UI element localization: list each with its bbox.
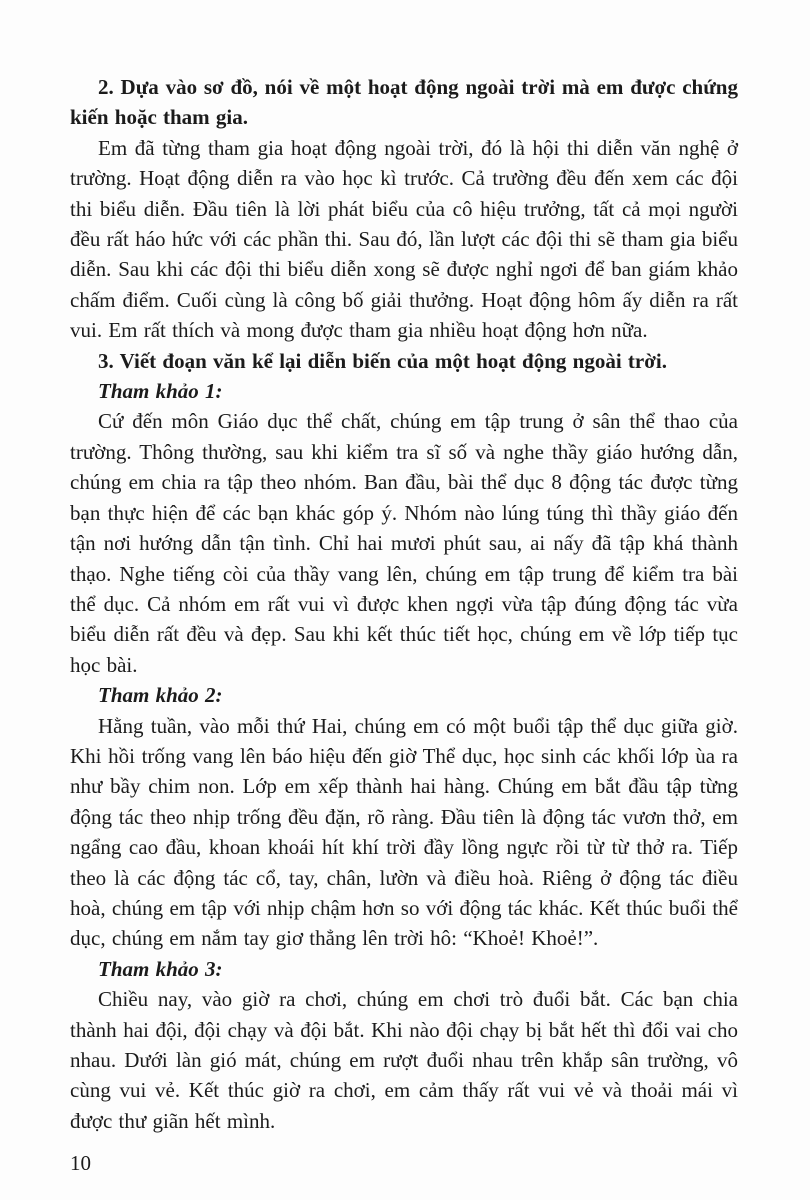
- reference-1-paragraph: Cứ đến môn Giáo dục thể chất, chúng em tập trung ở sân thể thao của trường. Thông thường, sau khi kiểm tra sĩ số và nghe thầy giáo hướng dẫn, chúng em chia ra tập theo nhóm. Ban đầu, bài thể dục 8 động tác được từng bạn thực hiện để các bạn khác góp ý. Nhóm nào lúng túng thì thầy giáo đến tận nơi hướng dẫn tận tình. Chỉ hai mươi phút sau, ai nấy đã tập khá thành thạo. Nghe tiếng còi của thầy vang lên, chúng em tập trung để kiểm tra bài thể dục. Cả nhóm em rất vui vì được khen ngợi vừa tập đúng động tác vừa biểu diễn rất đều và đẹp. Sau khi kết thúc tiết học, chúng em về lớp tiếp tục học bài.: [70, 409, 738, 677]
- reference-2-paragraph: Hằng tuần, vào mỗi thứ Hai, chúng em có một buổi tập thể dục giữa giờ. Khi hồi trống vang lên báo hiệu đến giờ Thể dục, học sinh các khối lớp ùa ra như bầy chim non. Lớp em xếp thành hai hàng. Chúng em bắt đầu tập từng động tác theo nhịp trống đều đặn, rõ ràng. Đầu tiên là động tác vươn thở, em ngẩng cao đầu, khoan khoái hít khí trời đầy lồng ngực rồi từ từ thở ra. Tiếp theo là các động tác cổ, tay, chân, lườn và điều hoà. Riêng ở động tác điều hoà, chúng em tập với nhịp chậm hơn so với động tác khác. Kết thúc buổi thể dục, chúng em nắm tay giơ thẳng lên trời hô: “Khoẻ! Khoẻ!”.: [70, 713, 738, 951]
- exercise-2-answer-paragraph: Em đã từng tham gia hoạt động ngoài trời, đó là hội thi diễn văn nghệ ở trường. Hoạt động diễn ra vào học kì trước. Cả trường đều đến xem các đội thi biểu diễn. Đầu tiên là lời phát biểu của cô hiệu trưởng, tất cả mọi người đều rất háo hức với các phần thi. Sau đó, lần lượt các đội thi sẽ tham gia biểu diễn. Sau khi các đội thi biểu diễn xong sẽ được nghỉ ngơi để ban giám khảo chấm điểm. Cuối cùng là công bố giải thưởng. Hoạt động hôm ấy diễn ra rất vui. Em rất thích và mong được tham gia nhiều hoạt động hơn nữa.: [70, 135, 738, 343]
- reference-3-heading: Tham khảo 3:: [98, 956, 223, 981]
- reference-2-heading: Tham khảo 2:: [98, 683, 223, 708]
- reference-1-heading: Tham khảo 1:: [98, 379, 223, 404]
- page-content: [70, 72, 738, 1136]
- exercise-3-heading: 3. Viết đoạn văn kể lại diễn biến của một hoạt động ngoài trời.: [98, 348, 667, 373]
- exercise-2-heading: 2. Dựa vào sơ đồ, nói về một hoạt động ngoài trời mà em được chứng kiến hoặc tham gia.: [70, 75, 738, 130]
- reference-3-paragraph: Chiều nay, vào giờ ra chơi, chúng em chơi trò đuổi bắt. Các bạn chia thành hai đội, đội chạy và đội bắt. Khi nào đội chạy bị bắt hết thì đổi vai cho nhau. Dưới làn gió mát, chúng em rượt đuổi nhau trên khắp sân trường, vô cùng vui vẻ. Kết thúc giờ ra chơi, em cảm thấy rất vui vẻ và thoải mái vì được thư giãn hết mình.: [70, 987, 738, 1133]
- page-number: 10: [70, 1151, 91, 1175]
